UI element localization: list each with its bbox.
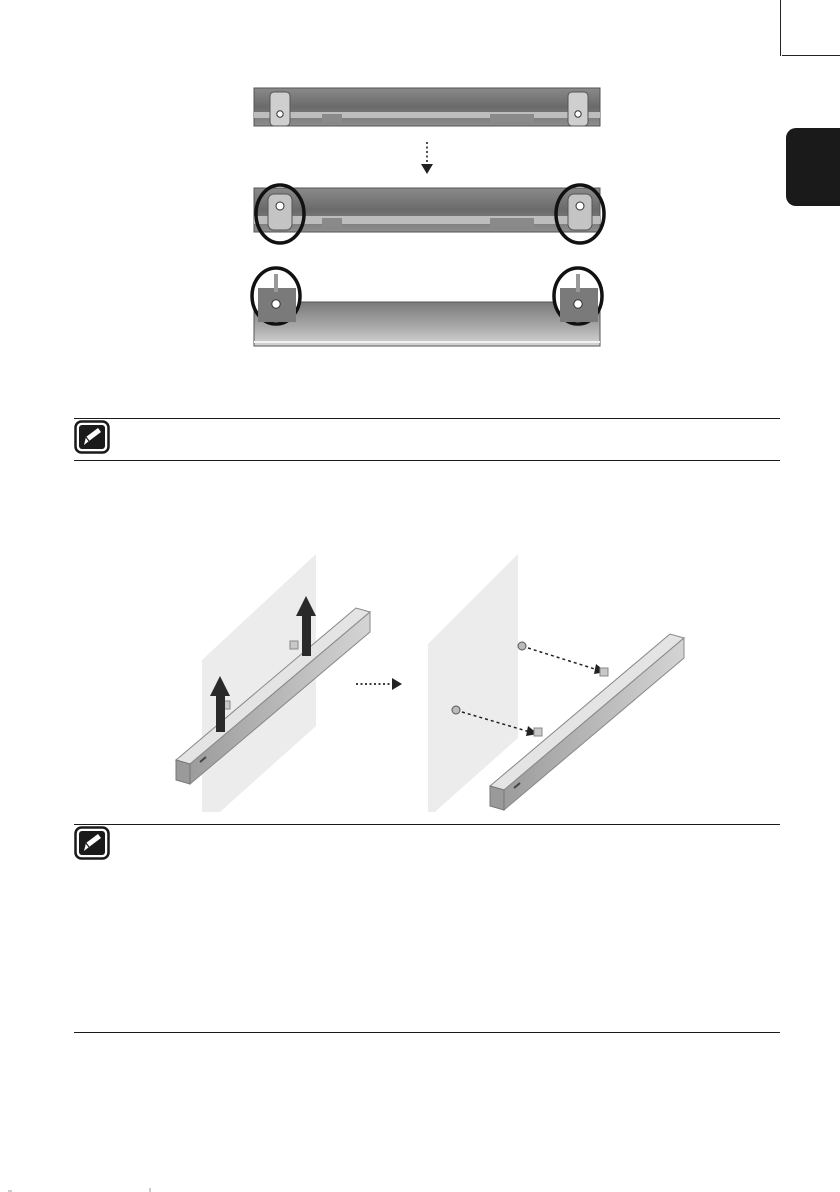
bracket-highlight-right-front	[554, 268, 602, 324]
page-corner-mark-vertical	[780, 0, 781, 56]
note-pencil-icon	[74, 420, 110, 454]
soundbar-rear-view-middle	[254, 188, 600, 232]
screw-icon	[518, 642, 526, 650]
page-corner-mark-horizontal	[782, 55, 840, 56]
note-1-top-rule	[74, 418, 780, 419]
bottom-crop-marks	[0, 1186, 840, 1192]
down-arrow-icon	[421, 142, 433, 174]
bracket-attach-figure	[250, 84, 606, 350]
note-pencil-icon	[74, 826, 110, 860]
screw-icon	[452, 706, 460, 714]
note-2-bottom-rule	[74, 1032, 780, 1033]
bracket-highlight-left-front	[252, 268, 300, 324]
soundbar-right	[490, 634, 684, 810]
bracket-left-top	[270, 92, 290, 126]
soundbar-front-view-bottom	[254, 302, 600, 346]
bracket-right-top	[568, 92, 588, 126]
language-tab	[786, 128, 840, 206]
note-1-bottom-rule	[74, 460, 780, 461]
dashed-arrow-icon	[528, 648, 606, 674]
note-2-top-rule	[74, 824, 780, 825]
soundbar-rear-view-top	[254, 88, 600, 126]
wall-mount-figure	[170, 548, 690, 812]
right-arrow-icon	[356, 678, 402, 690]
